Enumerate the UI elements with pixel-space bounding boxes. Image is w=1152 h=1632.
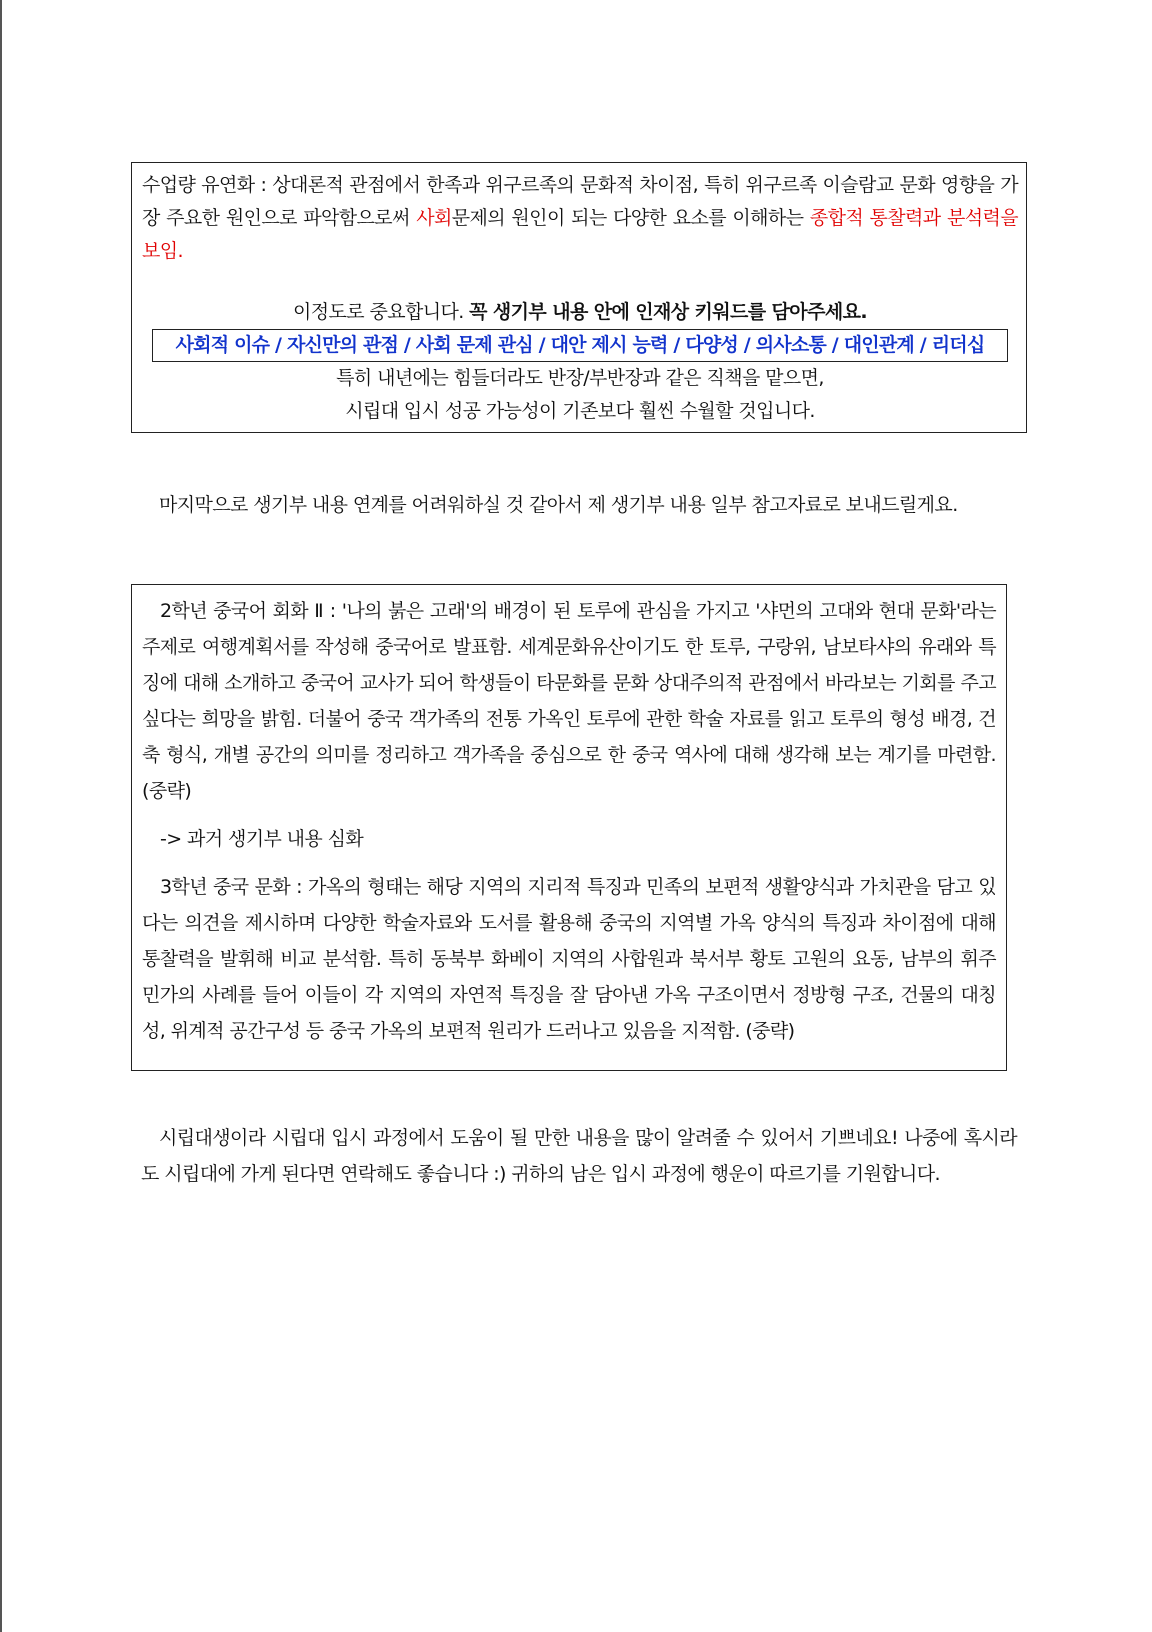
grade2-record: 2학년 중국어 회화 Ⅱ : '나의 붉은 고래'의 배경이 된 토루에 관심을 가지고 '샤먼의 고대와 현대 문화'라는 주제로 여행계획서를 작성해 중국어로 발표함. 세계문화유산이기도 한 토루, 구랑위, 남보타샤의 유래와 특징에 대해 소개하고 중국어 교사가 되어 학생들이 타문화를 문화 상대주의적 관점에서 바라보는 기회를 주고 싶다는 희망을 밝힘. 더불어 중국 객가족의 전통 가옥인 토루에 관한 학술 자료를 읽고 토루의 형성 배경, 건축 형식, 개별 공간의 의미를 정리하고 객가족을 중심으로 한 중국 역사에 대해 생각해 보는 계기를 마련함. (중략) <box>142 600 996 802</box>
grade3-record: 3학년 중국 문화 : 가옥의 형태는 해당 지역의 지리적 특징과 민족의 보편적 생활양식과 가치관을 담고 있다는 의견을 제시하며 다양한 학술자료와 도서를 활용해 중국의 지역별 가옥 양식의 특징과 차이점에 대해 통찰력을 발휘해 비교 분석함. 특히 동북부 화베이 지역의 사합원과 북서부 황토 고원의 요동, 남부의 휘주 민가의 사례를 들어 이들이 각 지역의 자연적 특징을 잘 담아낸 가옥 구조이면서 정방형 구조, 건물의 대칭성, 위계적 공간구성 등 중국 가옥의 보편적 원리가 드러나고 있음을 지적함. (중략) <box>142 876 996 1042</box>
note-line-2: 시립대 입시 성공 가능성이 기존보다 훨씬 수월할 것입니다. <box>345 400 815 422</box>
intro-line: 마지막으로 생기부 내용 연계를 어려워하실 것 같아서 제 생기부 내용 일부 참고자료로 보내드릴게요. <box>159 494 958 516</box>
importance-plain: 이정도로 중요합니다. <box>293 301 470 323</box>
importance-bold: 꼭 생기부 내용 안에 인재상 키워드를 담아주세요. <box>469 301 867 323</box>
closing-paragraph: 시립대생이라 시립대 입시 과정에서 도움이 될 만한 내용을 많이 알려줄 수 있어서 기쁘네요! 나중에 혹시라도 시립대에 가게 된다면 연락해도 좋습니다 :) 귀하의 남은 입시 과정에 행운이 따르기를 기원합니다. <box>141 1127 1017 1185</box>
example-text-part2: 문제의 원인이 되는 다양한 요소를 이해하는 <box>451 207 810 229</box>
keyword-guide-box <box>131 162 1027 433</box>
record-excerpt-box <box>131 584 1007 1071</box>
note-line-1: 특히 내년에는 힘들더라도 반장/부반장과 같은 직책을 맡으면, <box>336 367 824 389</box>
highlight-social: 사회 <box>416 207 452 229</box>
example-paragraph <box>142 169 1018 268</box>
arrow-note: -> 과거 생기부 내용 심화 <box>160 828 364 850</box>
example-text-part1: 수업량 유연화 : 상대론적 관점에서 한족과 위구르족의 문화적 차이점, 특히 위구르족 이슬람교 문화 영향을 가장 주요한 원인으로 파악함으로써 <box>142 174 1018 229</box>
page-edge <box>0 0 2 1632</box>
highlight-insight: 종합적 통찰력과 분석력을 보임. <box>142 207 1018 262</box>
importance-line <box>142 296 1018 329</box>
talent-keywords: 사회적 이슈 / 자신만의 관점 / 사회 문제 관심 / 대안 제시 능력 / 다양성 / 의사소통 / 대인관계 / 리더십 <box>152 329 1008 362</box>
